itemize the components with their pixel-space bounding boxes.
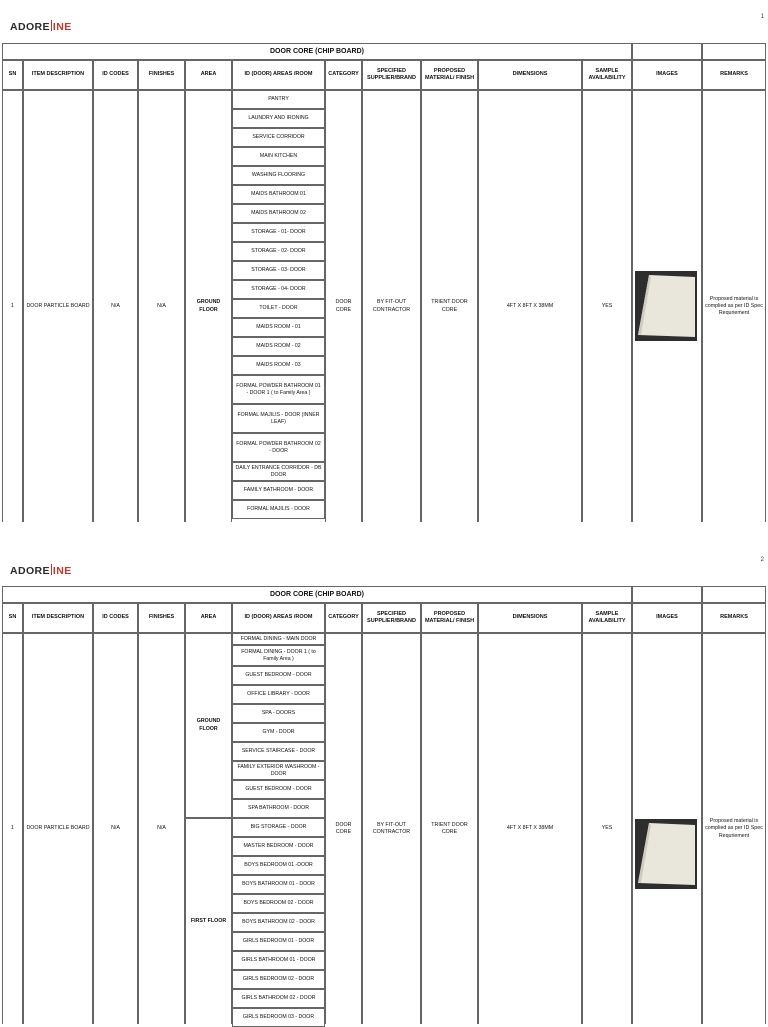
column-header-rooms: ID (DOOR) AREAS /ROOM [232,60,325,90]
room-item: STORAGE - 04- DOOR [232,280,325,299]
row-id-codes: N/A [93,633,138,1024]
column-header-id-codes: ID CODES [93,60,138,90]
page-number: 2 [760,557,764,563]
column-header-item-description: ITEM DESCRIPTION [23,60,93,90]
room-item: STORAGE - 02- DOOR [232,242,325,261]
room-item: MAIDS ROOM - 01 [232,318,325,337]
room-item: FAMILY EXTERIOR WASHROOM - DOOR [232,761,325,780]
column-header-finishes: FINISHES [138,60,185,90]
room-item: FORMAL MAJILIS - DOOR (INNER LEAF) [232,404,325,433]
row-material: TRIENT DOOR CORE [421,633,478,1024]
room-item: SPA - DOORS [232,704,325,723]
brand-logo-divider [51,564,52,575]
room-item: LAUNDRY AND IRONING [232,109,325,128]
room-item: BOYS BATHROOM 02 - DOOR [232,913,325,932]
room-item: MAIDS ROOM - 02 [232,337,325,356]
room-item: GUEST BEDROOM - DOOR [232,780,325,799]
area-cell: FIRST FLOOR [185,818,232,1024]
column-header-finishes: FINISHES [138,603,185,633]
chipboard-sample-image [635,819,697,889]
title-spacer-images [632,586,702,603]
row-material: TRIENT DOOR CORE [421,90,478,522]
room-item: GIRLS BEDROOM 01 - DOOR [232,932,325,951]
column-header-supplier: SPECIFIED SUPPLIER/BRAND [362,60,421,90]
room-item: BOYS BATHROOM 01 - DOOR [232,875,325,894]
row-finishes: N/A [138,633,185,1024]
column-header-sample: SAMPLE AVAILABILITY [582,60,632,90]
room-item: SERVICE CORRIDOR [232,128,325,147]
title-spacer-remarks [702,586,766,603]
column-header-category: CATEGORY [325,603,362,633]
row-category: DOOR CORE [325,633,362,1024]
brand-logo [10,564,72,577]
row-supplier: BY FIT-OUT CONTRACTOR [362,633,421,1024]
room-item: STORAGE - 03- DOOR [232,261,325,280]
room-item: PANTRY [232,90,325,109]
column-header-sn: SN [2,603,23,633]
room-item: MAIDS BATHROOM 02 [232,204,325,223]
room-item: MASTER BEDROOM - DOOR [232,837,325,856]
room-item: FAMILY BATHROOM - DOOR [232,481,325,500]
room-item: TOILET - DOOR [232,299,325,318]
room-item: SERVICE STAIRCASE - DOOR [232,742,325,761]
column-header-area: AREA [185,603,232,633]
row-finishes: N/A [138,90,185,522]
column-header-dimensions: DIMENSIONS [478,60,582,90]
room-item: STORAGE - 01- DOOR [232,223,325,242]
column-header-id-codes: ID CODES [93,603,138,633]
room-item: FORMAL POWDER BATHROOM 01 - DOOR 1 ( to Family Area ) [232,375,325,404]
room-item: FORMAL POWDER BATHROOM 02 - DOOR [232,433,325,462]
row-supplier: BY FIT-OUT CONTRACTOR [362,90,421,522]
area-cell: GROUND FLOOR [185,90,232,522]
row-sn: 1 [2,633,23,1024]
room-item: BOYS BEDROOM 02 - DOOR [232,894,325,913]
brand-logo [10,20,72,33]
brand-logo-text-1: ADORE [10,21,50,33]
column-header-item-description: ITEM DESCRIPTION [23,603,93,633]
row-category: DOOR CORE [325,90,362,522]
row-remarks: Proposed material is complied as per ID Spec Requriement [702,90,766,522]
column-header-category: CATEGORY [325,60,362,90]
room-item: OFFICE LIBRARY - DOOR [232,685,325,704]
column-header-sn: SN [2,60,23,90]
room-item: GIRLS BATHROOM 02 - DOOR [232,989,325,1008]
room-item: GYM - DOOR [232,723,325,742]
room-item: SPA BATHROOM - DOOR [232,799,325,818]
row-item-description: DOOR PARTICLE BOARD [23,90,93,522]
title-spacer-remarks [702,43,766,60]
room-item: MAIDS BATHROOM 01 [232,185,325,204]
column-header-dimensions: DIMENSIONS [478,603,582,633]
row-sample: YES [582,633,632,1024]
brand-logo-text-2: INE [52,565,72,577]
title-spacer-images [632,43,702,60]
room-item: WASHING FLOORING [232,166,325,185]
brand-logo-text-1: ADORE [10,565,50,577]
table-title: DOOR CORE (CHIP BOARD) [2,586,632,603]
row-item-description: DOOR PARTICLE BOARD [23,633,93,1024]
room-item: BIG STORAGE - DOOR [232,818,325,837]
brand-logo-text-2: INE [52,21,72,33]
brand-logo-divider [51,20,52,31]
chipboard-sample-image [635,271,697,341]
room-item: GIRLS BEDROOM 02 - DOOR [232,970,325,989]
column-header-images: IMAGES [632,603,702,633]
room-item: FORMAL DINING - DOOR 1 ( to Family Area ) [232,645,325,666]
row-sample: YES [582,90,632,522]
room-item: MAIDS ROOM - 03 [232,356,325,375]
column-header-material: PROPOSED MATERIAL/ FINISH [421,603,478,633]
column-header-images: IMAGES [632,60,702,90]
column-header-remarks: REMARKS [702,60,766,90]
page-number: 1 [760,14,764,20]
row-id-codes: N/A [93,90,138,522]
column-header-area: AREA [185,60,232,90]
room-item: FORMAL MAJILIS - DOOR [232,500,325,519]
row-remarks: Proposed material is complied as per ID Spec Requriement [702,633,766,1024]
area-cell: GROUND FLOOR [185,633,232,818]
room-item: DAILY ENTRANCE CORRIDOR - DB DOOR [232,462,325,481]
room-item: MAIN KITCHEN [232,147,325,166]
row-dimensions: 4FT X 8FT X 38MM [478,633,582,1024]
column-header-sample: SAMPLE AVAILABILITY [582,603,632,633]
row-sn: 1 [2,90,23,522]
column-header-rooms: ID (DOOR) AREAS /ROOM [232,603,325,633]
column-header-material: PROPOSED MATERIAL/ FINISH [421,60,478,90]
room-item: GIRLS BATHROOM 01 - DOOR [232,951,325,970]
room-item: GIRLS BEDROOM 03 - DOOR [232,1008,325,1027]
row-dimensions: 4FT X 8FT X 38MM [478,90,582,522]
room-item: FORMAL DINING - MAIN DOOR [232,633,325,645]
column-header-remarks: REMARKS [702,603,766,633]
room-item: GUEST BEDROOM - DOOR [232,666,325,685]
room-item: BOYS BEDROOM 01 -DOOR [232,856,325,875]
column-header-supplier: SPECIFIED SUPPLIER/BRAND [362,603,421,633]
table-title: DOOR CORE (CHIP BOARD) [2,43,632,60]
